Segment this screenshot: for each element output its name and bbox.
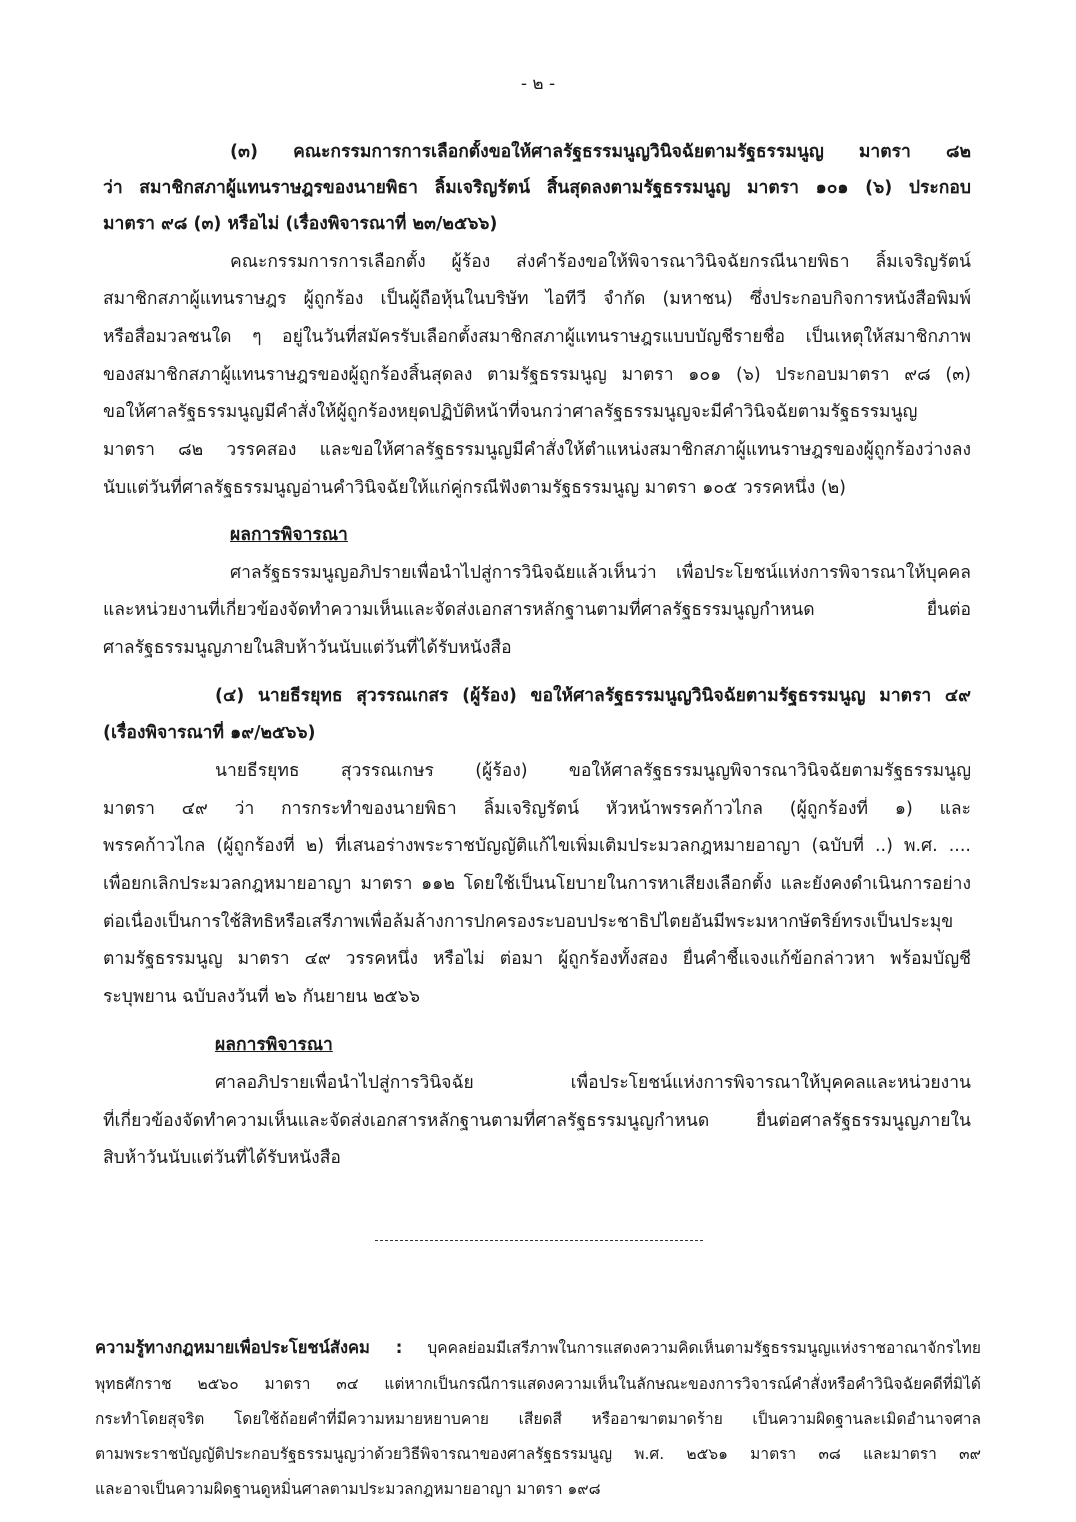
- section3-heading-line-3: มาตรา ๙๘ (๓) หรือไม่ (เรื่องพิจารณาที่ ๒๓/๒๕๖๖): [103, 214, 498, 234]
- section4-heading-line-2: (เรื่องพิจารณาที่ ๑๙/๒๕๖๖): [103, 723, 316, 743]
- section3-body-line-2: สมาชิกสภาผู้แทนราษฎร ผู้ถูกร้อง เป็นผู้ถือหุ้นในบริษัท ไอทีวี จำกัด (มหาชน) ซึ่งประกอบกิจการหนังสือพิมพ์: [103, 289, 971, 309]
- section3-body-line-7: นับแต่วันที่ศาลรัฐธรรมนูญอ่านคำวินิจฉัยให้แก่คู่กรณีฟังตามรัฐธรรมนูญ มาตรา ๑๐๕ วรรคหนึ่ง (๒): [103, 478, 846, 498]
- footnote-line-3: กระทำโดยสุจริต โดยใช้ถ้อยคำที่มีความหมายหยาบคาย เสียดสี หรืออาฆาตมาดร้าย เป็นความผิดฐานละเมิดอำนาจศาล: [95, 1410, 981, 1428]
- section3-result-line-2: และหน่วยงานที่เกี่ยวข้องจัดทำความเห็นและจัดส่งเอกสารหลักฐานตามที่ศาลรัฐธรรมนูญกำหนด ยื่นต่อ: [103, 600, 971, 620]
- section3-body-line-1: คณะกรรมการการเลือกตั้ง ผู้ร้อง ส่งคำร้องขอให้พิจารณาวินิจฉัยกรณีนายพิธา ลิ้มเจริญรัตน์: [230, 252, 971, 272]
- section3-body-line-6: มาตรา ๘๒ วรรคสอง และขอให้ศาลรัฐธรรมนูญมีคำสั่งให้ตำแหน่งสมาชิกสภาผู้แทนราษฎรของผู้ถูกร้องว่างลง: [103, 440, 971, 460]
- section4-body-line-7: ระบุพยาน ฉบับลงวันที่ ๒๖ กันยายน ๒๕๖๖: [103, 987, 420, 1007]
- section4-body-line-4: เพื่อยกเลิกประมวลกฎหมายอาญา มาตรา ๑๑๒ โดยใช้เป็นนโยบายในการหาเสียงเลือกตั้ง และยังคงดำเนินการอย่าง: [103, 874, 971, 894]
- footnote-line-2: พุทธศักราช ๒๕๖๐ มาตรา ๓๔ แต่หากเป็นกรณีการแสดงความเห็นในลักษณะของการวิจารณ์คำสั่งหรือคำวินิจฉัยคดีที่มิได้: [95, 1375, 981, 1393]
- footnote-line-4: ตามพระราชบัญญัติประกอบรัฐธรรมนูญว่าด้วยวิธีพิจารณาของศาลรัฐธรรมนูญ พ.ศ. ๒๕๖๑ มาตรา ๓๘ และมาตรา ๓๙: [95, 1445, 981, 1463]
- section3-heading-line-1: (๓) คณะกรรมการการเลือกตั้งขอให้ศาลรัฐธรรมนูญวินิจฉัยตามรัฐธรรมนูญ มาตรา ๘๒: [230, 142, 971, 162]
- section4-body-line-6: ตามรัฐธรรมนูญ มาตรา ๔๙ วรรคหนึ่ง หรือไม่ ต่อมา ผู้ถูกร้องทั้งสอง ยื่นคำชี้แจงแก้ข้อกล่าวหา พร้อมบัญชี: [103, 949, 971, 969]
- section4-result-heading: ผลการพิจารณา: [215, 1035, 333, 1055]
- section3-body-line-5: ขอให้ศาลรัฐธรรมนูญมีคำสั่งให้ผู้ถูกร้องหยุดปฏิบัติหน้าที่จนกว่าศาลรัฐธรรมนูญจะมีคำวินิจฉัยตามรัฐธรรมนูญ: [103, 402, 918, 422]
- section3-result-heading: ผลการพิจารณา: [230, 525, 348, 545]
- section4-result-line-2: ที่เกี่ยวข้องจัดทำความเห็นและจัดส่งเอกสารหลักฐานตามที่ศาลรัฐธรรมนูญกำหนด ยื่นต่อศาลรัฐธรรมนูญภายใน: [103, 1111, 971, 1131]
- footnote-line-5: และอาจเป็นความผิดฐานดูหมิ่นศาลตามประมวลกฎหมายอาญา มาตรา ๑๙๘: [95, 1480, 601, 1498]
- section3-heading-line-2: ว่า สมาชิกสภาผู้แทนราษฎรของนายพิธา ลิ้มเจริญรัตน์ สิ้นสุดลงตามรัฐธรรมนูญ มาตรา ๑๐๑ (๖) ประกอบ: [103, 178, 971, 198]
- dashed-separator: [375, 1240, 703, 1241]
- section3-result-line-3: ศาลรัฐธรรมนูญภายในสิบห้าวันนับแต่วันที่ได้รับหนังสือ: [103, 638, 512, 658]
- footnote-text-1: บุคคลย่อมมีเสรีภาพในการแสดงความคิดเห็นตามรัฐธรรมนูญแห่งราชอาณาจักรไทย: [427, 1339, 981, 1357]
- section4-body-line-3: พรรคก้าวไกล (ผู้ถูกร้องที่ ๒) ที่เสนอร่างพระราชบัญญัติแก้ไขเพิ่มเติมประมวลกฎหมายอาญา (ฉบับที่ ..) พ.ศ. ....: [103, 836, 971, 856]
- section3-body-line-3: หรือสื่อมวลชนใด ๆ อยู่ในวันที่สมัครรับเลือกตั้งสมาชิกสภาผู้แทนราษฎรแบบบัญชีรายชื่อ เป็นเหตุให้สมาชิกภาพ: [103, 327, 971, 347]
- section4-body-line-5: ต่อเนื่องเป็นการใช้สิทธิหรือเสรีภาพเพื่อล้มล้างการปกครองระบอบประชาธิปไตยอันมีพระมหากษัตริย์ทรงเป็นประมุข: [103, 912, 954, 932]
- section4-result-line-3: สิบห้าวันนับแต่วันที่ได้รับหนังสือ: [103, 1148, 341, 1168]
- section4-result-line-1: ศาลอภิปรายเพื่อนำไปสู่การวินิจฉัย เพื่อประโยชน์แห่งการพิจารณาให้บุคคลและหน่วยงาน: [215, 1073, 971, 1093]
- section3-result-line-1: ศาลรัฐธรรมนูญอภิปรายเพื่อนำไปสู่การวินิจฉัยแล้วเห็นว่า เพื่อประโยชน์แห่งการพิจารณาให้บุคคล: [230, 563, 971, 583]
- section4-body-line-2: มาตรา ๔๙ ว่า การกระทำของนายพิธา ลิ้มเจริญรัตน์ หัวหน้าพรรคก้าวไกล (ผู้ถูกร้องที่ ๑) และ: [103, 799, 971, 819]
- section4-body-line-1: นายธีรยุทธ สุวรรณเกษร (ผู้ร้อง) ขอให้ศาลรัฐธรรมนูญพิจารณาวินิจฉัยตามรัฐธรรมนูญ: [215, 761, 971, 781]
- footnote-line-1: [95, 1337, 981, 1359]
- footnote-label: ความรู้ทางกฎหมายเพื่อประโยชน์สังคม :: [95, 1338, 403, 1357]
- page-number: - ๒ -: [520, 74, 556, 94]
- section3-body-line-4: ของสมาชิกสภาผู้แทนราษฎรของผู้ถูกร้องสิ้นสุดลง ตามรัฐธรรมนูญ มาตรา ๑๐๑ (๖) ประกอบมาตรา ๙๘ (๓): [103, 365, 971, 385]
- section4-heading-line-1: (๔) นายธีรยุทธ สุวรรณเกสร (ผู้ร้อง) ขอให้ศาลรัฐธรรมนูญวินิจฉัยตามรัฐธรรมนูญ มาตรา ๔๙: [215, 686, 971, 706]
